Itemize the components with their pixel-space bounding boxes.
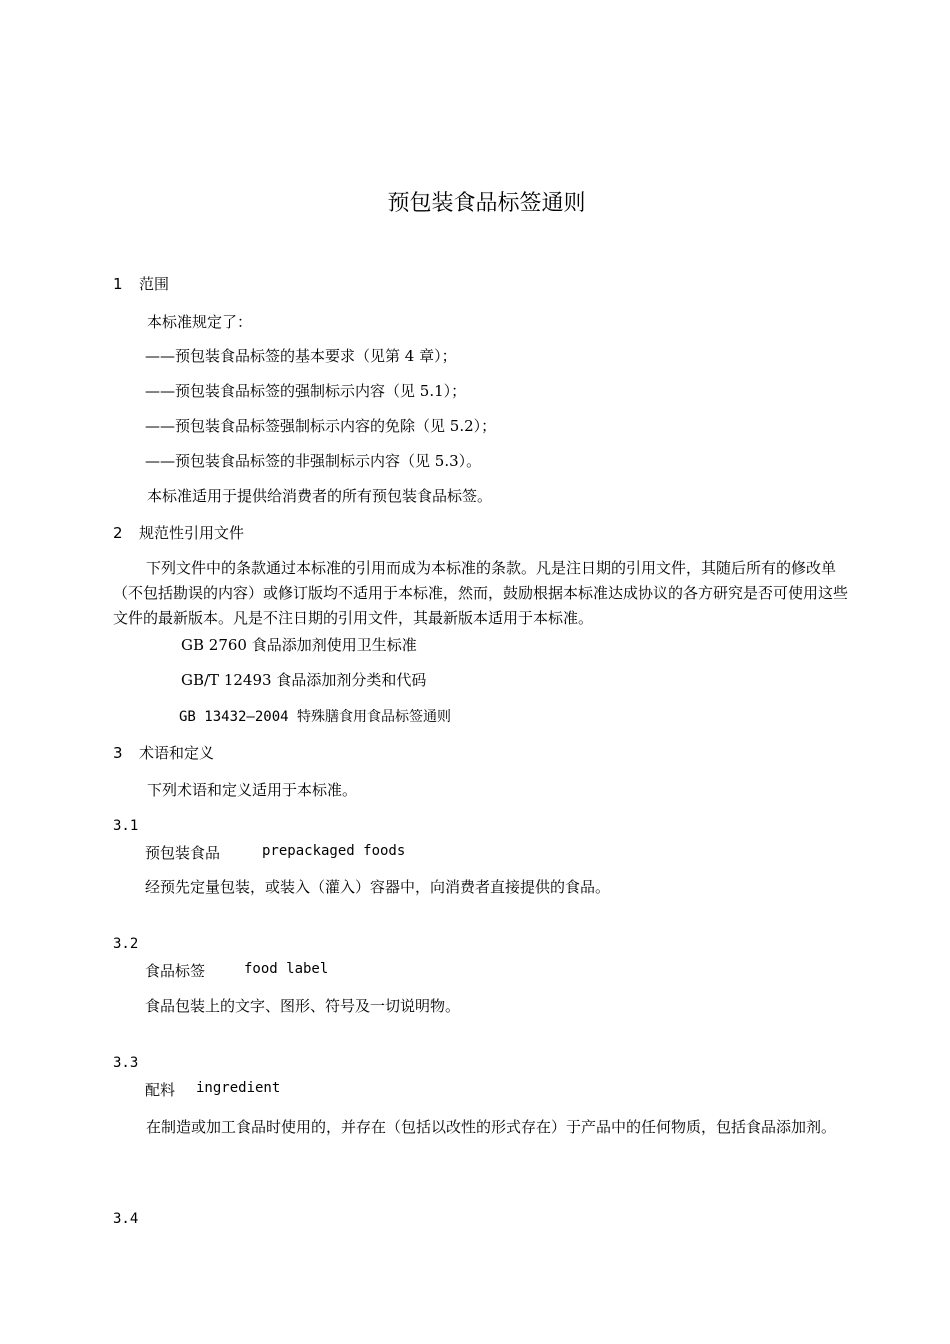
- scope-item: ——预包装食品标签的基本要求（见第 4 章）；: [145, 347, 457, 365]
- term-number: 3.3: [113, 1055, 139, 1071]
- scope-item: ——预包装食品标签的非强制标示内容（见 5.3）。: [145, 452, 482, 470]
- section-number: 2: [113, 524, 123, 542]
- section-title: 术语和定义: [139, 744, 215, 762]
- scope-intro: 本标准规定了：: [147, 313, 253, 331]
- term-name-en: prepackaged foods: [262, 843, 406, 859]
- term-name-en: ingredient: [196, 1080, 281, 1096]
- normative-references-paragraph: [113, 556, 859, 631]
- section-number: 3: [113, 744, 123, 762]
- section-title: 范围: [139, 275, 170, 293]
- reference-item: GB/T 12493 食品添加剂分类和代码: [181, 671, 427, 689]
- term-definition: 食品包装上的文字、图形、符号及一切说明物。: [145, 997, 461, 1015]
- reference-item: GB 13432—2004 特殊膳食用食品标签通则: [179, 709, 452, 725]
- paragraph-text: 在制造或加工食品时使用的，并存在（包括以改性的形式存在）于产品中的任何物质，包括食品添加剂。: [146, 1118, 837, 1136]
- term-name-zh: 配料: [145, 1081, 176, 1099]
- reference-item: GB 2760 食品添加剂使用卫生标准: [181, 636, 417, 654]
- term-definition: [113, 1110, 859, 1145]
- scope-item: ——预包装食品标签的强制标示内容（见 5.1）；: [145, 382, 467, 400]
- paragraph-text: 下列文件中的条款通过本标准的引用而成为本标准的条款。凡是注日期的引用文件，其随后所有的修改单（不包括勘误的内容）或修订版均不适用于本标准，然而，鼓励根据本标准达成协议的各方研究是否可使用这些文件的最新版本。凡是不注日期的引用文件，其最新版本适用于本标准。: [113, 559, 849, 627]
- term-name-zh: 食品标签: [145, 962, 206, 980]
- term-name-en: food label: [244, 961, 329, 977]
- section-number: 1: [113, 275, 123, 293]
- scope-closing: 本标准适用于提供给消费者的所有预包装食品标签。: [147, 487, 493, 505]
- term-number: 3.4: [113, 1211, 139, 1227]
- page-title: 预包装食品标签通则: [387, 191, 586, 216]
- scope-item: ——预包装食品标签强制标示内容的免除（见 5.2）；: [145, 417, 497, 435]
- term-definition: 经预先定量包装，或装入（灌入）容器中，向消费者直接提供的食品。: [145, 878, 611, 896]
- term-name-zh: 预包装食品: [145, 844, 221, 862]
- section-3-heading: [113, 742, 214, 763]
- terms-intro: 下列术语和定义适用于本标准。: [147, 781, 358, 799]
- section-title: 规范性引用文件: [139, 524, 245, 542]
- section-2-heading: [113, 522, 244, 543]
- section-1-heading: [113, 273, 169, 294]
- term-number: 3.1: [113, 818, 139, 834]
- term-number: 3.2: [113, 936, 139, 952]
